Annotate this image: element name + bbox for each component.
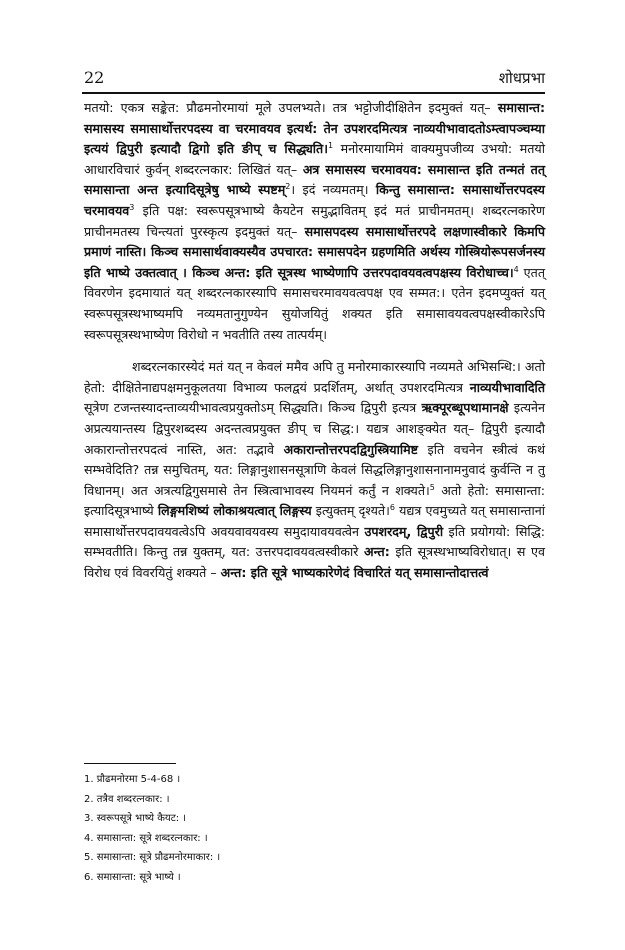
footnote: 4. समासान्ता: सूत्रे शब्दरत्नकार: । [84,832,208,844]
text-run: । इदं नव्यमतम्। [290,182,376,198]
footnote: 5. समासान्ता: सूत्रे प्रौढमनोरमाकार: । [84,852,221,864]
bold-text: समासपदस्य समासार्थोत्तरपदे लक्षणास्वीकारे किमपि प्रमाणं नास्ति। किञ्च समासार्थवाक्यस्यैव उपचारत: समासपदेन ग्रहणमिति अर्थस्य गोस्त्रियोरूपसर्जनस्य इति भाष्ये उक्तत्वात् । किञ्च अन्त: इति सूत्रस्थ भाष्येणापि उत्तरपदावयवत्वपक्षस्य विरोधाच्च। [84,223,546,280]
text-run: इति प्रयोगयो: सिद्धि: सम्भवतीति। किन्तु तन्न युक्तम्, यत: उत्तरपदावयवत्वस्वीकारे [84,523,545,560]
text-run: इति वचनेन स्त्रीत्वं कथं सम्भवेदिति? तन्न समुचितम्, यत: लिङ्गानुशासनसूत्राणि केवलं सिद्धलिङ्गानुशासनानामनुवादं कुर्वन्ति न तु विधानम्। अत अत्रत्यद्विगुसमासे तेन स्त्रित्वाभावस्य नियमनं कर्तुं न शक्यते। [84,441,545,498]
footnote-reference: 6 [389,503,395,513]
paragraph [84,98,545,345]
bold-text: किन्तु समासान्त: समासार्थोत्तरपदस्य चरमावयव [84,182,545,218]
footnote: 3. स्वरूपसूत्रे भाष्ये कैयट: । [84,813,187,825]
text-run: शब्दरत्नकारस्येदं मतं यत् न केवलं ममैव अपि तु मनोरमाकारस्यापि नव्यमते अभिसन्धि:। अतो हेतो: दीक्षितेनाद्यपक्षमनुकूलतया विभाव्य फलद्वयं प्रदर्शितम्, अर्थात् उपशरदमित्यत्र [84,359,545,395]
text-run: सूत्रेण टजन्तस्यादन्ताव्ययीभावत्वप्रयुक्तोऽम् सिद्ध्यति। किञ्च द्विपुरी इत्यत्र [84,400,422,416]
text-run: मतयो: एकत्र सङ्केत: प्रौढमनोरमायां मूले उपलभ्यते। तत्र भट्टोजीदीक्षितेन इदमुक्तं यत्– [84,100,498,115]
footnote-reference: 5 [429,482,435,492]
paragraph [84,357,545,584]
bold-text: उपशरदम्, द्विपुरी [364,523,444,539]
bold-text: समासान्त: समासस्य समासार्थोत्तरपदस्य वा चरमावयव इत्यर्थ: तेन उपशरदमित्यत्र नाव्ययीभावादतोऽम्त्वापञ्चम्या इत्ययं द्विपुरी इत्यादौ द्विगो इति ङीप् च सिद्ध्यति। [84,100,545,157]
footnote-reference: 3 [129,202,135,212]
footnote-reference: 2 [285,182,291,192]
text-run: अतो हेतो: समासान्ता: इत्यादिसूत्रभाष्ये [84,482,545,519]
text-run: एतत् विवरणेन इदमायातं यत् शब्दरत्नकारस्यापि समासचरमावयवत्वपक्ष एव सम्मत:। एतेन इदमप्युक्तं यत् स्वरूपसूत्रस्थभाष्यमपि नव्यमतानुगुण्येन सुयोजयितुं शक्यत इति समासावयवत्वपक्षस्वीकारेऽपि स्वरूपसूत्रस्थभाष्येण विरोधो न भवतीति तस्य तात्पर्यम्। [84,264,545,342]
bold-text: नाव्ययीभावादिति [469,379,545,395]
bold-text: अन्त: [364,544,390,560]
footnote-reference: 1 [328,141,334,150]
running-title: शोधप्रभा [498,69,545,87]
body-text [84,98,545,584]
footnotes [84,770,220,888]
text-run: इति सूत्रस्थभाष्यविरोधात्। स एव विरोध एवं विवरयितुं शक्यते – [84,544,545,581]
footnote: 6. समासान्ता: सूत्रे भाष्ये । [84,871,181,883]
bold-text: लिङ्गमशिष्यं लोकाश्रयत्वात् लिङ्गस्य [157,503,312,519]
bold-text: ऋक्पूरब्धूपथामानक्षे [421,400,509,416]
bold-text: अकारान्तोत्तरपदद्विगुस्त्रियामिष्ट [283,441,418,457]
text-run: यद्यत्र एवमुच्यते यत् समासान्तानां समासार्थोत्तरपदावयवत्वेऽपि अवयवावयवस्य समुदायावयवत्वेन [84,503,545,539]
page-number: 22 [84,68,105,87]
text-run: इत्यनेन अप्रत्ययान्तस्य द्विपुरशब्दस्य अदन्तत्वप्रयुक्त ङीप् च सिद्ध:। यद्यत्र आशङ्क्येत यत्– द्विपुरी इत्यादौ अकारान्तोत्तरपदत्वं नास्ति, अत: तद्भावे [84,400,545,457]
bold-text: अन्त: इति सूत्रे भाष्यकारेणेदं विचारितं यत् समासान्तोदात्तत्वं [220,565,489,581]
text-run: इत्युक्तम् दृश्यते। [311,503,390,519]
text-run: मनोरमायामिमं वाक्यमुपजीव्य उभयो: मतयो आधारविचारं कुर्वन् शब्दरत्नकार: लिखितं यत्– [84,141,545,177]
bold-text: अत्र समासस्य चरमावयव: समासान्त इति तन्मतं तत् समासान्ता अन्त इत्यादिसूत्रेषु भाष्ये स्पष्टम् [84,161,546,198]
footnote: 1. प्रौढमनोरमा 5-4-68 । [84,774,181,785]
header-rule [82,92,545,94]
footnote: 2. तत्रैव शब्दरत्नकार: । [84,793,170,805]
footnote-separator [84,763,176,764]
page-header [84,68,545,92]
text-run: इति पक्ष: स्वरूपसूत्रभाष्ये कैयटेन समुद्भावितम् इदं मतं प्राचीनमतम्। शब्दरत्नकारेण प्राचीनमतस्य चिन्त्यतां पुरस्कृत्य इदमुक्तं यत्– [84,202,545,239]
footnote-reference: 4 [513,264,519,274]
